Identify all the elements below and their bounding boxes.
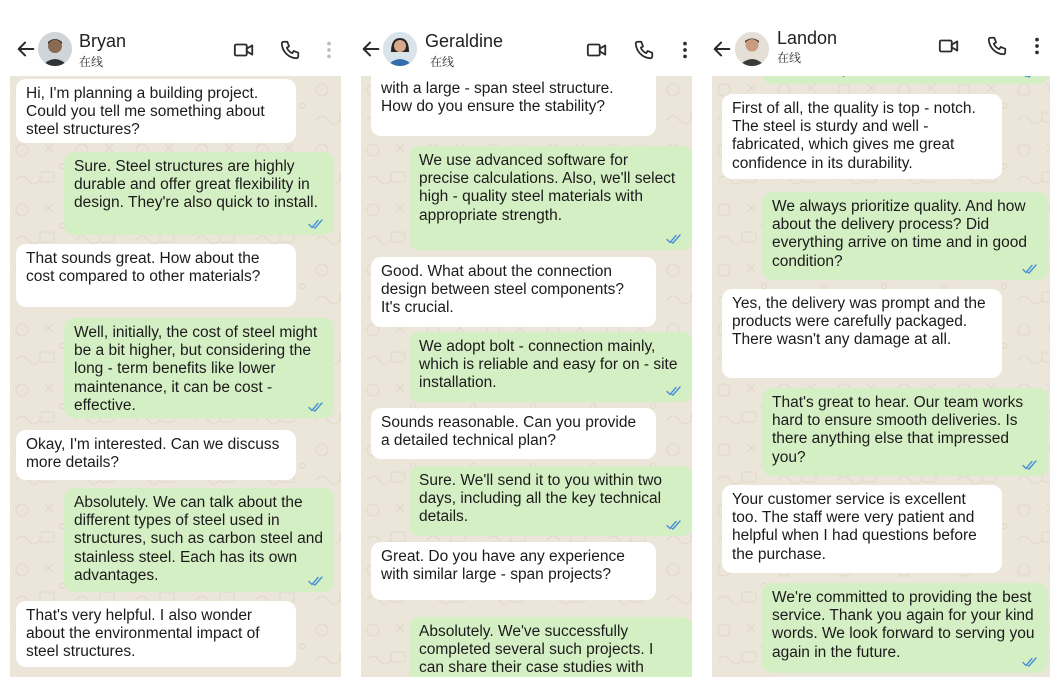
message-text: Great. Do you have any experience with similar large - span projects? xyxy=(381,548,625,584)
message-bubble-incoming[interactable] xyxy=(371,76,656,136)
message-text: Yes, the delivery was prompt and the products were carefully packaged. There wasn't any damage at all. xyxy=(732,295,986,349)
double-check-icon xyxy=(308,576,324,586)
message-bubble-incoming[interactable] xyxy=(16,244,296,307)
message-text: First of all, the quality is top - notch. The steel is sturdy and well - fabricated, which gives me great confidence in its durability. xyxy=(732,100,976,172)
chat-header xyxy=(0,0,351,76)
message-bubble-outgoing[interactable] xyxy=(64,488,334,592)
message-text: with a large - span steel structure. How do you ensure the stability? xyxy=(381,80,614,116)
avatar[interactable] xyxy=(735,32,769,66)
contact-status: 在线 xyxy=(777,51,802,65)
message-text: We adopt bolt - connection mainly, which is reliable and easy for on - site installation. xyxy=(419,338,678,392)
message-bubble-incoming[interactable] xyxy=(371,542,656,600)
phone-call-icon[interactable] xyxy=(986,35,1008,57)
message-text: That's great to hear. Our team works hard to ensure smooth deliveries. Is there anything else that impressed you? xyxy=(772,394,1024,466)
message-bubble-incoming[interactable] xyxy=(722,485,1002,573)
message-text: Your customer service is excellent too. The staff were very patient and helpful when I had questions before the purchase. xyxy=(732,491,977,563)
message-bubble-incoming[interactable] xyxy=(16,601,296,667)
avatar[interactable] xyxy=(38,32,72,66)
message-text: Absolutely. We've successfully completed several such projects. I can share their case studies with xyxy=(419,623,654,677)
contact-name[interactable]: Geraldine xyxy=(425,31,504,51)
video-call-icon[interactable] xyxy=(938,35,960,57)
back-arrow-icon[interactable] xyxy=(711,38,733,60)
message-text: We use advanced software for precise calculations. Also, we'll select high - quality steel materials with appropriate strength. xyxy=(419,152,676,224)
message-bubble-incoming[interactable] xyxy=(16,430,296,480)
message-bubble-incoming[interactable] xyxy=(371,408,656,459)
message-bubble-incoming[interactable] xyxy=(722,289,1002,378)
message-text: Sure. We'll send it to you within two days, including all the key technical details. xyxy=(419,472,663,526)
back-arrow-icon[interactable] xyxy=(360,38,382,60)
double-check-icon xyxy=(308,219,324,229)
message-bubble-outgoing[interactable] xyxy=(64,152,334,235)
double-check-icon xyxy=(666,520,682,530)
message-list[interactable] xyxy=(361,76,692,677)
double-check-icon xyxy=(308,402,324,412)
more-options-icon[interactable] xyxy=(1026,35,1048,57)
message-bubble-outgoing[interactable] xyxy=(762,583,1048,673)
chat-header xyxy=(351,0,702,76)
more-options-icon[interactable] xyxy=(674,39,696,61)
more-options-icon[interactable] xyxy=(318,39,340,61)
chat-panel-geraldine xyxy=(351,0,702,677)
message-text: We're committed to providing the best service. Thank you again for your kind words. We look forward to serving you again in the future. xyxy=(772,589,1035,661)
message-bubble-outgoing[interactable] xyxy=(64,318,334,418)
message-text: Sure. Steel structures are highly durable and offer great flexibility in design. They're also quick to install. xyxy=(74,158,318,212)
message-text: We always prioritize quality. And how about the delivery process? Did everything arrive on time and in good condition? xyxy=(772,198,1028,270)
double-check-icon xyxy=(666,234,682,244)
back-arrow-icon[interactable] xyxy=(15,38,37,60)
message-text: Okay, I'm interested. Can we discuss more details? xyxy=(26,436,280,472)
message-text: Good. What about the connection design between steel components? It's crucial. xyxy=(381,263,624,317)
contact-status: 在线 xyxy=(430,55,455,69)
message-text xyxy=(772,76,906,77)
message-bubble-outgoing[interactable] xyxy=(762,76,1048,84)
message-bubble-incoming[interactable] xyxy=(371,257,656,327)
message-text: That's very helpful. I also wonder about the environmental impact of steel structures. xyxy=(26,607,260,661)
message-bubble-outgoing[interactable] xyxy=(409,617,692,677)
contact-name[interactable]: Bryan xyxy=(79,31,127,51)
message-text: Sounds reasonable. Can you provide a detailed technical plan? xyxy=(381,414,637,450)
double-check-icon xyxy=(1022,264,1038,274)
message-bubble-incoming[interactable] xyxy=(722,94,1002,179)
message-bubble-outgoing[interactable] xyxy=(762,192,1048,280)
video-call-icon[interactable] xyxy=(586,39,608,61)
message-text: That sounds great. How about the cost compared to other materials? xyxy=(26,250,261,286)
message-bubble-outgoing[interactable] xyxy=(409,466,692,536)
double-check-icon xyxy=(1022,657,1038,667)
message-bubble-outgoing[interactable] xyxy=(762,388,1048,476)
chat-panel-landon xyxy=(702,0,1060,677)
phone-call-icon[interactable] xyxy=(279,39,301,61)
message-text: Absolutely. We can talk about the different types of steel used in structures, such as carbon steel and stainless steel. Each has its own advantages. xyxy=(74,494,323,584)
double-check-icon xyxy=(666,386,682,396)
avatar[interactable] xyxy=(383,32,417,66)
message-bubble-incoming[interactable] xyxy=(16,79,296,143)
contact-status: 在线 xyxy=(79,55,104,69)
message-text: Hi, I'm planning a building project. Could you tell me something about steel structures? xyxy=(26,85,265,139)
message-bubble-outgoing[interactable] xyxy=(409,146,692,250)
contact-name[interactable]: Landon xyxy=(777,28,838,48)
message-text: Well, initially, the cost of steel might be a bit higher, but considering the long - term benefits like lower maintenance, it can be cost - effective. xyxy=(74,324,318,414)
double-check-icon xyxy=(1022,76,1038,78)
double-check-icon xyxy=(1022,460,1038,470)
phone-call-icon[interactable] xyxy=(633,39,655,61)
chat-panel-bryan xyxy=(0,0,351,677)
message-bubble-outgoing[interactable] xyxy=(409,332,692,402)
video-call-icon[interactable] xyxy=(233,39,255,61)
message-list[interactable] xyxy=(10,76,341,677)
message-list[interactable] xyxy=(712,76,1050,677)
chat-header xyxy=(702,0,1060,76)
